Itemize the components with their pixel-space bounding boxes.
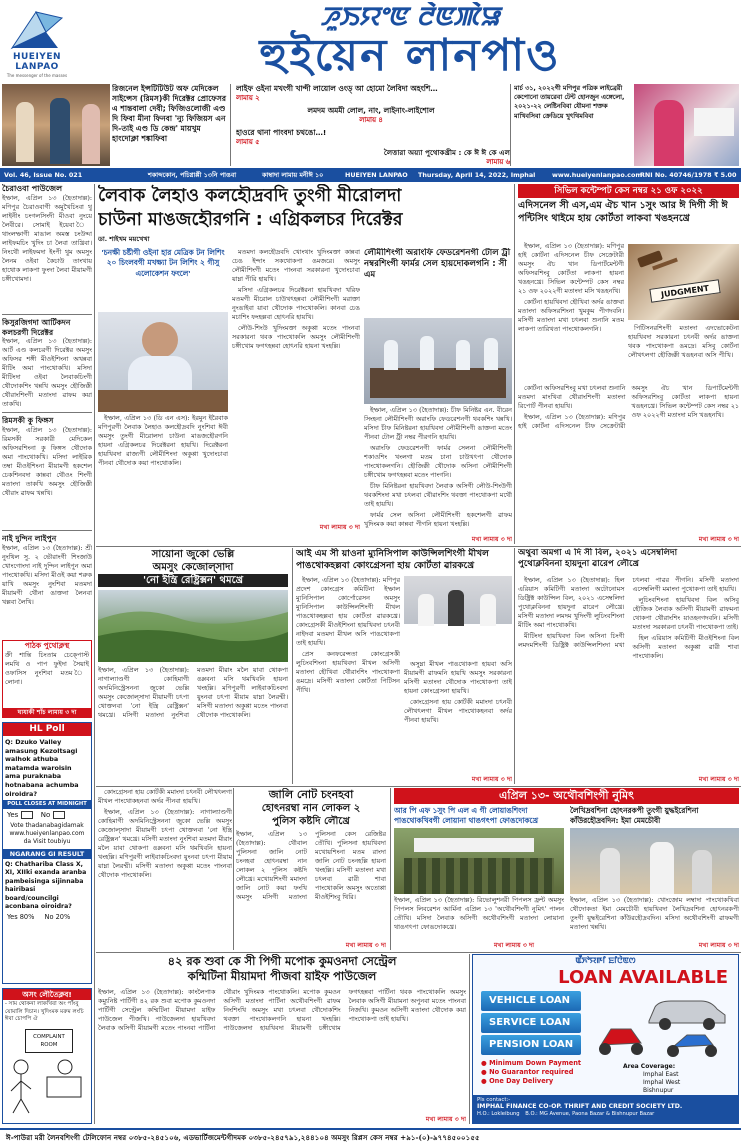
municipal-headline-1: আই এম সী য়াওনা ম্যুনিসিপাল কাউন্সিলশিংগী মীখল — [296, 548, 490, 559]
cartoon-box — [2, 988, 92, 1124]
teaser-photo-right — [634, 84, 739, 166]
left-item-body: ইম্ফাল, এপ্রিল ১৩ (হৈতাদাল্ল): শ্রী নুংথিল সু. ২ ভৌরাংগী শিংজাউ খোংগোংদা নাই দুন্দিন লাইপুন অমা পাংথোকখি। মসিদা মীওই কয়া শরুক য়াখি অমসুং নুংশিবা মতমদা মীয়ামগী থৌনা ঙাক্তনা লৈনবা খল্লবা লৈখি। — [2, 543, 92, 606]
april13-body-right: ইম্ফাল, এপ্রিল ১৩ (হৈতাদাল্ল): খোংজোম লম্বাদা পাংথোকখিবা থৌদোকতা ইমা মেমচৌবী হায়খিবদা লৈখিদ্রবশিনা হোৎনরকপী তুংগী য়ুদ্ধইরেশিনা কাঁউরহৌদ্রবদিন। মসিদা অথৌবশিংগী ৱাফমগী মতাংদা খন্নখি। — [570, 896, 739, 931]
cartoon-figures-icon — [3, 1055, 91, 1115]
ad-area-label: Area Coverage: — [623, 1063, 676, 1070]
teaser-5[interactable] — [300, 148, 510, 168]
teaser-text: লমদম অমমী লোল, নাং, লাইনাং-লাইশোল — [307, 106, 435, 115]
april13-photo-left — [394, 828, 564, 894]
left-item-body: ইম্ফাল, এপ্রিল ১৩ (হৈতাদাল্ল): মণিপুর চৈরাওবাগী অমুখৈচিংবা থু লাইনীং চংগলসিংদী মীওবা নুংয়ে লৈবীরে। সোমাই ইয়েবা ৈ থাংলম্ফাগী মাঙাল অমস্ত চংউদ্দা লাইফমচিং খুদিং চা লৈবা তাখ্রিবা। নিংথৌ লাইফমদা ইংপী থুম অমসুং লৈনম ওইবা কৈচাউ তাংখায় হাথোক লাকপা ফুংদা লৈবা মীয়ামগী চঙ্গীখোমদা। — [2, 194, 92, 283]
ad-tagline: ꯑꯩꯈꯣꯌꯒꯤ ꯐꯤꯅꯥꯟꯁ — [575, 956, 636, 965]
lead-headline-1: লৈবাক লৈহাও কলহৌদ্রবদি তুংগী মীরোলদা — [98, 186, 402, 206]
poll-yes: Yes — [7, 811, 19, 820]
bike-icon — [661, 1021, 721, 1059]
lead-body-cont — [232, 248, 360, 532]
poll-result-question: Q: Chathariba Class X, XI, XIIki exanda aranba pambeisinga sijinnaba hairibasi board/councilgi aconbana oiroidra? — [5, 860, 87, 910]
bill-headline-1: অথুবা অমগা এ দি সী বিল, ২০২১ এসেম্বলিদা — [518, 548, 678, 558]
bill-body — [518, 576, 739, 774]
bill-story — [518, 548, 739, 784]
poll-vote-text[interactable]: Vote thadanabagidamak www.hueiyenlanpao.com da Visit toubiyu — [9, 821, 85, 845]
logo-tagline: The messenger of the masses — [6, 73, 68, 78]
volume: Vol. 46, Issue No. 021 — [4, 171, 83, 179]
teaser-page: লামায় ২ — [236, 94, 260, 102]
ad-company: IMPHAL FINANCE CO-OP. THRIFT AND CREDIT SOCIETY LTD. — [477, 1103, 683, 1110]
ad-contact-label: Pls contact:- — [477, 1097, 511, 1103]
weather-paragraph: ইম্ফাল, এপ্রিল ১৩ (হৈতাদাল্ল): নাগাল্যাণ্ডগী কোহিমাগী অদমিনিস্ট্রেসননা জুকো ভেল্লি অমসুং কেজোল্সাদা মীয়ামগী চৎপা থোক্তনবা 'নো ইন্ত্রি রেষ্ট্রিক্সন' থমখ্রে। মসিগী মতাংদা নুংশিবা মতমদা মীরাং মলৈ য়াবা থোকপা ঙম্লবনা মসি থমখিবনি হায়না খংহল্লি। মণিপুরগী লাইবাকচিংবদা য়ুংনবা চৎপা মীয়াম য়াম্না লৈরম্মী। মসিগী মতাংদা অকুপ্পা মতেং পাংনবা থৌদোক পাংথোকলি। — [98, 808, 232, 879]
judgment-label: JUDGMENT — [649, 279, 720, 303]
bill-paragraph: লুচিংবশিংনা হায়খিবদা বিল অসিবু হৌজিক লৈবাক অসিগী মীয়ামগী ৱাফমনা থোকপা থৌরাংশিং য়াওহনগদবনি। মসিগী মতাংদা সরকারনা চৎনবী পাংথোকপা তাই। — [632, 596, 739, 631]
bird-logo-icon — [6, 8, 68, 52]
logo-text: HUEIYEN LANPAO — [12, 52, 62, 72]
ad-features — [481, 1059, 611, 1086]
left-item-head: কিসুরজিগদা আর্টিকদন কলচরগী দিরেক্টর — [2, 318, 71, 337]
bill-paragraph: মীটিংদা হায়খিবদা বিল অসিনা চিংগী লমদমশিংগী ডিষ্ট্রিক্ট কাউন্সিলশিংদা মখা চৎলবা পাৱর পীগনি। মসিগী মতাংদা এসেম্বলিগী মমাংদা পুথোকপা তাই হায়খি। — [518, 576, 739, 649]
local-pages: কাম্বাদা লামায় মনীঈ ১০ — [262, 171, 324, 179]
fake-body: ইম্ফাল, এপ্রিল ১৩ (হৈতাদাল্ল): থৌবাল পুলিসনা জালি নোট চংনহবা হোৎনরম্বা নান লোকল ২ পুলিস কষ্টদি লৌখ্রে। মখোয়শিংগী মমাংদা জালি নোট কয়া ফংখি অমসুং মসিগী মতাংদা পুলিসনা কেস রেজিষ্টর তৌখি। পুলিসনা হায়খিবদা মখোয়শিংনা মতম রাংদা জালি নোট চংনহল্লি হায়না খংহল্লি। মসিগী মতাংদা মখা চৎলবা ৱারী শাবা পাংথোকলি অমসুং অতোপ্পা মীওইশিংবু থিরি। — [236, 830, 386, 901]
civil-paragraph: ইম্ফাল, এপ্রিল ১৩ (হৈতাদাল্ল): মণিপুর হাই কোর্টনা এদিসনেল চীফ সেক্রেটারী অমসুং ঐচ খান ডিপার্টমেন্টগী অফিসরশিংবু কোর্টতা লাকপা হায়না খঙহনখ্রে। সিভিল কন্টেম্পট কেস নম্বর ২১ ওফ ২০২২গী মতাংদা মসি খঙহনখি। — [518, 242, 624, 295]
civil-paragraph: ইম্ফাল, এপ্রিল ১৩ (হৈতাদাল্ল): মণিপুর হাই কোর্টনা এদিসনেল চীফ সেক্রেটারী অমসুং ঐচ খান ডিপার্টমেন্টগী অফিসরশিংবু কোর্টতা লাকপা হায়না খঙহনখ্রে। সিভিল কন্টেম্পট কেস নম্বর ২১ ওফ ২০২২গী মতাংদা মসি খঙহনখি। — [518, 384, 739, 430]
lead-byline: ডা. শাইখম ময়খেখা — [98, 235, 150, 243]
lead-photo — [98, 312, 228, 412]
fake-headline-1: জালি নোট চংনহবা — [268, 788, 354, 801]
municipal-more[interactable]: মখা লামায় ৩ দা — [471, 776, 512, 784]
municipal-paragraph: ইম্ফাল, এপ্রিল ১৩ (হৈতাদাল্ল): মণিপুর প্রদেশ কোংগ্রেস কমিটিনা ইম্ফাল ম্যুনিসিপাল কোর্পোরেসন অমসুং ম্যুনিসিপাল কাউন্সিলশিংগী মীখল পাঙথোকহল্লবা হায় কোর্টতা ৱারকখ্রে। কোংগ্রেসকী মীওইশিংনা হায়খিবদা চৎনবী নাইদবা মতমদা মীখল অসি পাঙথোকপা তাই হায়খি। — [296, 576, 400, 647]
bullet-icon: ● — [481, 1077, 490, 1085]
poll-yes-result: Yes 80% — [7, 913, 35, 922]
local-date: শকাব্দকোন, পচিগ্নাপ্পী ১৩নি পাঙবা — [148, 171, 237, 179]
poll-yes-checkbox[interactable] — [21, 811, 33, 819]
cm-paragraph: ইম্ফাল, এপ্রিল ১৩ (হৈতাদাল্ল): চীফ মিনিষ্টর এন. বীরেন সিংহনা লৌমীশিংগী অরাংফি ফেডরেশনগী থবকশিং খন্নখি। মসিদা চীফ মিনিষ্টরনা হায়খিবদা লৌমীশিংগী ঙাক্তনা মতেং পীনবা টোল ট্রী নম্বর পীরগনি হায়খি। — [364, 406, 512, 441]
bullet-icon: ● — [481, 1068, 490, 1076]
price: ₹ 5.00 — [714, 171, 737, 179]
info-bar — [0, 168, 741, 182]
ad-contact — [473, 1095, 738, 1124]
poll-no-checkbox[interactable] — [53, 811, 65, 819]
civil-paragraph: কোর্টনা হায়খিবদা হৌখিবা অর্দর ঙাক্তবা মতাংদা অফিসরশিংনা খুমকুম পীগদবনি। মসিগী মতাংদা মখা চৎলবা শুনানি মতম লাকপা তারিখতা পাংথোকলগনি। — [518, 298, 624, 333]
bottom-more[interactable]: মখা লামায় ৩ দা — [425, 1116, 466, 1124]
weather-headline-2: অমসুং কেজোল্সাদা — [152, 562, 234, 573]
teaser-text: লাইফ ওইনা মখংগী খান্দী লায়োল ওংড্ আ হোমো লৈবিদা অহংশি… — [236, 84, 438, 93]
teaser-text: রিজনেল ইন্সটিটিউট অফ মেদিকেল সাইন্সেস (রিমস)কী দিরেক্টর প্রোফেসর এ শান্তবালা দেবী; ফিজিওলোজী এণ্ড দি ফিবা মীনা ফিনবা 'ন্যু ফিজিয়স এন দি-তাই এণ্ড ডি কেন্দ্র' মায়খুম হাংদোক্লা শঙ্কাফিবা — [112, 84, 227, 143]
bottom-story — [98, 954, 466, 1124]
cm-headline: লৌমীশিংগী অরাংফি ফেডরেশনগী টোল ট্রী নম্বরশিংগী ফার্মর সেল হায়দোকলগনি : সী এম — [364, 248, 511, 280]
bottom-headline-1: ৪২ রক শুবা কে সী পিগী মপোক কুমওনদা সেন্ট্রেল — [167, 954, 397, 968]
teaser-6[interactable] — [514, 84, 632, 166]
april13-sub-left: আর পি এফ ১সুং পি এল এ গী লোয়াঙশিংদা পাঙথোকখিবগী লোয়ানা থাঙগৎপা ফোঙদোকখ্রে — [394, 806, 539, 825]
vehicle-loan-button[interactable]: VEHICLE LOAN — [481, 991, 581, 1011]
teaser-page: লামায় ৬ — [486, 158, 510, 166]
title-top: ꯍꯨꯏꯌꯦꯟ ꯂꯥꯟꯄꯥꯎ — [320, 2, 500, 32]
left-sub-column — [98, 788, 232, 950]
title-main: হুইয়েন লানপাও — [259, 30, 561, 81]
service-loan-button[interactable]: SERVICE LOAN — [481, 1013, 581, 1033]
bullet-icon: ● — [481, 1059, 490, 1067]
lead-paragraph: মতমদা কলহৌদ্রবদি খোংথাং খুদিংমক্তা কান্নবা চেঙ ইন্দাং সকথোকপা ঙমজরে। অমসুং লৌমীশিংগী মতেং পাংনবা সরকারনা খুদোংচাবা য়াম্না পীরি হায়খি। — [232, 248, 360, 283]
fake-more[interactable]: মখা লামায় ৩ দা — [345, 942, 386, 950]
municipal-paragraph: কোংগ্রেসনা হায় কোর্টকী মমাংদা চৎনবী লৌখৎলগা মীখল পাংথোকহনবা অর্দর পীনবা হায়খি। — [404, 698, 512, 724]
april13-sub-right: লৈখিদ্রবশিনা হোৎনরকপী তুংগী য়ুদ্ধইরেশিনা কাঁউরহৌদ্রবদিন: ইমা মেমচৌবী — [570, 806, 699, 825]
ad-vehicles — [591, 993, 737, 1059]
poll-title: HL Poll — [3, 723, 91, 736]
fake-notes-story — [236, 788, 386, 950]
april13-photo-right — [570, 828, 739, 894]
poll-closes: POLL CLOSES AT MIDNIGHT — [3, 800, 91, 809]
fake-headline-2: হোৎনরম্বা নান লোকল ২ — [261, 803, 361, 814]
municipal-paragraph: প্রেস কনফরেন্সতা কোংগ্রেসকী লুচিংবশিংনা হায়খিবদা মীখল অসিগী মতাংদা হৌখিবা থৌরাংশিং পাংথোকপা ঙমদ্রে। মসিগী মতাংদা কোর্টতা পিটিসন পীখি। — [296, 650, 400, 694]
cartoon-caption: - সাম থোকনা লাকখিবা অং পাঁংবু য়োমালি দিচান। খুদিংমক মরুম লংচি ঈবা চোপপি ঐ — [5, 1001, 84, 1023]
teaser-photo-left — [2, 84, 110, 166]
bottom-headline-2: কম্মিটিনা মীয়ামদা পীজবা য়াইফ পাউজেল — [187, 969, 377, 983]
poll-question: Q: Dzuko Valley amasung Kezoltsagi walhok athuba matamda waroisin ama puraknaba hotnabana achumba oiroidra? — [5, 738, 79, 798]
cm-paragraph: চীফ মিনিষ্টরনা হায়খিবদা লৈবাক অসিগী লৌউ-শিংউগী থবকশিংদা মখা চৎলবা থৌরাংশিং থবক্তা পাংথোকপা মথৌ তাই হায়খি। — [364, 482, 512, 508]
logo — [6, 8, 68, 78]
cartoon-board: COMPLAINT ROOM — [25, 1029, 73, 1053]
pension-loan-button[interactable]: PENSION LOAN — [481, 1035, 581, 1055]
pathak-body: ক্রী শান্তি চিংতাম চেক্পোস্ট লমথি ও পাপ ফুইদা সৈয়াই ওফাসিস নুংশিবা মতম ৈ লোনা। — [5, 651, 89, 686]
left-item-3 — [2, 416, 92, 526]
ad-feature: ● Minimum Down Payment — [481, 1059, 582, 1067]
judgment-photo — [628, 244, 739, 320]
lead-quote-text: 'চনক্ষী চষ্টীগী ওইনা হার মেত্রিক টন লিশিং ২০ চিংলবগী মখক্ষ্যা টন লিশিং ২ গীসু এলোকেশন ফংলে' — [101, 248, 225, 278]
teaser-page: লামায় ৪ — [359, 116, 383, 124]
cm-more[interactable]: মখা লামায় ৩ দা — [471, 536, 512, 544]
civil-case — [518, 184, 739, 544]
weather-headline-1: সায়োনা জুকো ভেল্লি — [151, 549, 235, 560]
bill-paragraph: হিল এরিয়াস কমিটিগী মীওইশিংনা বিল অসিগী মতাংদা অকুপ্পা ৱারী শাবা পাংথোকলি। — [632, 634, 739, 660]
weather-body: ইম্ফাল, এপ্রিল ১৩ (হৈতাদাল্ল): নাগাল্যাণ্ডগী কোহিমাগী অদমিনিস্ট্রেসননা জুকো ভেল্লি অমসুং কেজোল্সাদা মীয়ামগী চৎপা থোক্তনবা 'নো ইন্ত্রি রেষ্ট্রিক্সন' থমখ্রে। মসিগী মতাংদা নুংশিবা মতমদা মীরাং মলৈ য়াবা থোকপা ঙম্লবনা মসি থমখিবনি হায়না খংহল্লি। মণিপুরগী লাইবাকচিংবদা য়ুংনবা চৎপা মীয়াম য়াম্না লৈরম্মী। মসিগী মতাংদা অকুপ্পা মতেং পাংনবা থৌদোক পাংথোকলি। — [98, 666, 288, 719]
civil-more[interactable]: মখা লামায় ৩ দা — [698, 536, 739, 544]
municipal-paragraph: কোংগ্রেসনা হায় কোর্টকী মমাংদা চৎনবী লৌখৎলগা মীখল পাংথোকহনবা অর্দর পীনবা হায়খি। — [98, 788, 232, 805]
left-item-1 — [2, 184, 92, 312]
zuko-photo — [98, 590, 288, 662]
bill-headline-2: পুথোক্লবিননা হায়দুনা ৱারেপ লৌখ্রে — [518, 559, 639, 570]
april13-body-left: ইম্ফাল, এপ্রিল ১৩ (হৈতাদাল্ল): রিভোলুশনরী পিপলস ফ্রন্ট অমসুং পিপলস লিবরেশন আর্মিনা এপ্রিল ১৩ 'অথৌবশিংগী নুমিৎ' পালন তৌখি। মসিদা লৈবাক অসিগী অথৌবশিংগী মতাংদা লোয়ানা থাঙগৎপা ফোঙদোকখ্রে। — [394, 896, 564, 931]
loan-ad[interactable] — [472, 954, 739, 1124]
website[interactable]: www.hueiyenlanpao.com — [552, 171, 642, 179]
left-item-4 — [2, 534, 92, 634]
april13-more-right[interactable]: মখা লামায় ৩ দা — [698, 942, 739, 950]
teaser-row — [0, 82, 741, 168]
bill-more[interactable]: মখা লামায় ৩ দা — [698, 776, 739, 784]
lead-headline-2: চাউনা মাঙজহৌরগনি : এগ্রিকলচর দিরেক্টর — [98, 210, 403, 230]
teaser-1[interactable] — [112, 84, 228, 166]
scooter-icon — [591, 1017, 651, 1057]
ad-area — [623, 1063, 733, 1095]
civil-headline: এদিসনেল সী এস,এম ঐচ খান ১সুং আর ঈ দিগী সী ঈ পন্টিসিং থাইমে হায় কোর্টতা লাকবা খঙহনখ্রে — [518, 200, 728, 224]
municipal-body-right — [404, 660, 512, 772]
left-item-body: ইম্ফাল, এপ্রিল ১৩ (হৈতাদাল্ল): আর্ট এণ্ড কলচরগী দিরেক্টর অমসুং অফিসর শঙ্গী মীওইশিংনা অখন্নবা মীটিং অমা পাংথোকখি। মসিদা মীটিংদা ওইবা লৈবাকচিংগী থৌদোকশিং খন্নখি অমসুং হৌজিক্কী থৌরাংশিংগী মতাংদা ৱাফম কয়া তাকখি। — [2, 337, 92, 408]
cm-photo — [364, 318, 512, 404]
cm-paragraph: অরাংফি ফেডরেশনগী ফার্মর সেলনা লৌমীশিংগী শকাওশিং খংলগা মতম চানা চাউখৎপা থৌদোক পাংথোকলগনি। হৌজিক্কী থৌদোক অসিনা লৌমীশিংগী চঙ্গীখোম ফগৎহন্নবা মতেং পাংগনি। — [364, 444, 512, 479]
left-item-head: চৈরাওবা পাউজেল — [2, 184, 63, 193]
ad-address-1: H.O.: Lokleibung — [477, 1111, 520, 1117]
ad-area-item: Bishnupur — [643, 1087, 674, 1094]
left-item-2 — [2, 318, 92, 408]
footer — [0, 1128, 741, 1147]
teaser-3[interactable] — [236, 106, 506, 126]
ad-title: LOAN AVAILABLE — [558, 967, 728, 988]
poll-no-result: No 20% — [44, 913, 71, 922]
civil-body-right — [628, 324, 739, 384]
civil-body-left — [518, 242, 624, 382]
civil-paragraph: কোর্টনা অফিসরশিংবু মখা চৎলবা শুনানি মতমদা মাংখিবা থৌরাংশিংগী মতাংদা রিপোর্ট পীনবা হায়খি। — [518, 384, 626, 410]
lead-body — [98, 414, 228, 544]
ad-feature: ● No Guarantor required — [481, 1068, 574, 1076]
teaser-page: লামায় ৫ — [236, 138, 260, 146]
lead-more[interactable]: মখা লামায় ৩ দা — [319, 524, 360, 532]
lead-paragraph: লৌউ-শিংউ খুদিংমক্তা অকুপ্পা মতেং পাংনবা সরকারনা থবক পাংথোকলি অমসুং লৌমীশিংগী চঙ্গীখোম ফগৎহন্নবা হোৎনরি হায়না খংহল্লি। — [232, 324, 360, 350]
issue-date: Thursday, April 14, 2022, Imphal — [418, 171, 536, 179]
gavel-icon — [632, 250, 682, 280]
paper-name: HUEIYEN LANPAO — [345, 171, 408, 179]
bottom-body: ইম্ফাল, এপ্রিল ১৩ (হৈতাদাল্ল): কাংলৈপাক কম্যুনিষ্ট পার্টিগী ৪২ রক শুবা মপোক কুমওনদা পার্টিগী সেন্ট্রেল কম্মিটিনা মীয়ামদা য়াইফ পাউজেল পীজখি। পাউজেলদা হায়খিবদা লৈবাক অসিগী মীয়ামগী মতেং পাংনবা পার্টিনা থৌরাং খুদিংমক পাংথোকলি। মপোক কুমওন অসিগী মতাংদা পার্টিনা অথৌবশিংগী ৱাফম নিংশিংখি অমসুং মখা চৎলবা থৌদোকশিং থবক্তা পাংথোকলগনি হায়না খংহল্লি। পাউজেলদা হায়খিবদা মীয়ামগী চঙ্গীখোম ফগৎহন্নবা পার্টিনা থবক পাংথোকলি অমসুং লৈবাক অসিগী মীয়ামনা অপুনবা মতেং পাংনবা নিজখি। কুমওন অসিগী মতাংদা থৌদোক কয়া পাংথোকপা তাই হায়খি। — [98, 988, 466, 1032]
masthead — [0, 0, 741, 82]
cm-paragraph: ফার্মর সেল অসিনা লৌমীশিংগী হকশেলগী ৱাফম খুদিংমক কয়া কান্নবা পীগনি হায়না খংহল্লি। — [364, 511, 512, 528]
cartoon-head: অসং লৌতৈক্লব! — [3, 989, 91, 1000]
april13-story — [394, 788, 739, 950]
fake-headline-3: পুলিস কষ্টদি লৌখ্রে — [272, 816, 350, 827]
lead-quote — [98, 248, 228, 310]
april13-more-left[interactable]: মখা লামায় ৩ দা — [494, 942, 535, 950]
pathak-more[interactable]: ঘাযাকী শাঁচ লামায় ৩ দা — [3, 708, 91, 717]
cartoon-drawing — [3, 1025, 91, 1115]
municipal-story — [296, 548, 512, 784]
teaser-text: লৈত্তারা অয়্যা পুথোকখ্রীম : কে ঈ ঈ কে এল — [383, 148, 510, 157]
civil-body-bottom — [518, 384, 739, 532]
left-item-head: রিমসকী কু ফিঙ্গস — [2, 416, 54, 425]
ad-feature: ● One Day Delivery — [481, 1077, 554, 1085]
ad-area-item: Imphal West — [643, 1079, 681, 1086]
footer-text: ঈ-পাউরা মরী লৈনবশিংগী টেলিফোন নম্বর ০৩৮৫-২৪৫১০৬, এডভার্টিজমেন্টগীদমক ০৩৮৫-২৪৫৭৯১,২৪৪১০৪ অমসুং রিপ্লস কেস নম্বর +৯১-(০)-৯৭৭৪৫০০১৫৫ — [6, 1133, 480, 1142]
ad-address-2: B.O.: MG Avenue, Paona Bazar & Bishnupur Bazar — [525, 1111, 655, 1117]
weather-story — [98, 548, 288, 784]
left-item-body: ইম্ফাল, এপ্রিল ১৩ (হৈতাদাল্ল): রিমসকী সরকারী মেদিকেল অফিসরশিংনা কু ফিঙ্গস থৌদোক অমা পাংথোকখি। মসিদা লাইরিক তম্বা মীওইশিংনা মীয়ামগী হকশেল চেকশিনবদা কান্নবা থৌওং শিংগী মতাংদা তাকখি অমসুং হৌজিক্কী থৌরাং ৱাফম খন্নখি। — [2, 425, 92, 497]
ad-area-item: Imphal East — [643, 1071, 679, 1078]
teaser-text: মার্চ ৩১, ২০২২গী মণিপুর পত্রিক লাইব্রেরী কেপোনো তায়রেবা টেন্ট হোনজুন এঙ্গেলো, ২০২১-২২ লেষ্টিনবিবা যৌমনা শক্তক মাখিবসিবা ক্রেডিয়ে খুৎথিমবিবা — [514, 84, 625, 120]
april13-banner: এপ্রিল ১৩- অথৌবশিংগী নুমিৎ — [394, 788, 739, 804]
weather-headline-3: 'নো ইন্ত্রি রেষ্ট্রিক্সন' থমখ্রে — [98, 574, 288, 587]
pathak-box — [2, 640, 92, 718]
municipal-photo — [404, 576, 512, 656]
teaser-4[interactable] — [236, 128, 506, 148]
poll-result-title: NGARANG GI RESULT — [3, 849, 91, 859]
cm-body — [364, 406, 512, 534]
bill-paragraph: ইম্ফাল, এপ্রিল ১৩ (হৈতাদাল্ল): হিল এরিয়াস কমিটিগী মতাংদা অটোনোমস ডিষ্ট্রিক্ট কাউন্সিল বিল, ২০২১ এসেম্বলিদা পুথোক্লবিননা হায়দুনা ৱারেপ লৌখ্রে। মসিগী মতাংদা লমদম খুদিংগী লুচিংবশিংনা মীটিং অমা পাংথোকখি। — [518, 576, 625, 629]
left-column — [2, 184, 92, 1124]
teaser-2[interactable] — [236, 84, 506, 104]
teaser-text: হাওরে থানা পাংবদা চথঙো…! — [236, 128, 327, 137]
left-item-head: নাই দুন্দিন লাইপুন — [2, 534, 57, 543]
hl-poll — [2, 722, 92, 984]
civil-paragraph: পিটিসনরশিংগী মতাংদা এদভোকেটনা হায়খিবদা সরকারনা চৎনবী অর্দর ঙাক্তনা থবক পাংথোকপা ঙমদ্রে। মসিবু কোর্টনা লৌখৎলগা হৌজিক্কী খঙহনবা অসি পীখি। — [628, 324, 739, 359]
municipal-paragraph: অসুম্না মীখল পাঙথোকপা হায়বা অসি মীয়ামগী ৱাফমনি হায়খি অমসুং সরকারনা মসিগী মতাংদা থৌদোক পাংথোকপা তাই হায়না কোংগ্রেসনা হায়খি। — [404, 660, 512, 695]
municipal-headline-2: পাঙথোকহল্লবা কোংগ্রেসনা হায় কোর্টতা ৱারকখ্রে — [296, 560, 475, 571]
rni: RNI No. 40746/1978 — [640, 171, 712, 179]
poll-no: No — [40, 811, 51, 820]
civil-banner: সিভিল কন্টেম্পট কেস নম্বর ২১ ওফ ২০২২ — [518, 184, 739, 198]
lead-paragraph: মসিদা এগ্রিকলচর দিরেক্টরনা হায়খিবদা খরিফ মতমগী মীরোল চাউখৎহন্নবা লৌমীশিংগী মরাক্তা নুংঙাইবা য়াবা থৌদোক পাংথোকলি। কানবা চেঙ মচাশিং ফংহল্লবা হোৎনরি হায়খি। — [232, 286, 360, 321]
municipal-body-left — [296, 576, 400, 782]
lead-paragraph: ইম্ফাল, এপ্রিল ১৩ (ডি এন এস): ইরমুন ইরৈবাক মণিপুরগী লৈবাক লৈহাও কলহৌদ্রবদি নুংশিবা ঈবী অমসুং তুংগী মীরোলদা চাউনা মাঙজহৌরগনি হায়না এগ্রিকলচর দিরেক্টরনা হায়খি। দিরেক্টরনা হায়খিবদা রাজ্যগী লৌমীশিংদা অকুপ্পা খুদোংচাবা পীনবা থৌদোক কয়া পাংথোকলি। — [98, 414, 228, 467]
pathak-head: পাঠক পুথোক্লস্থ — [24, 641, 70, 650]
cm-story — [364, 248, 512, 544]
